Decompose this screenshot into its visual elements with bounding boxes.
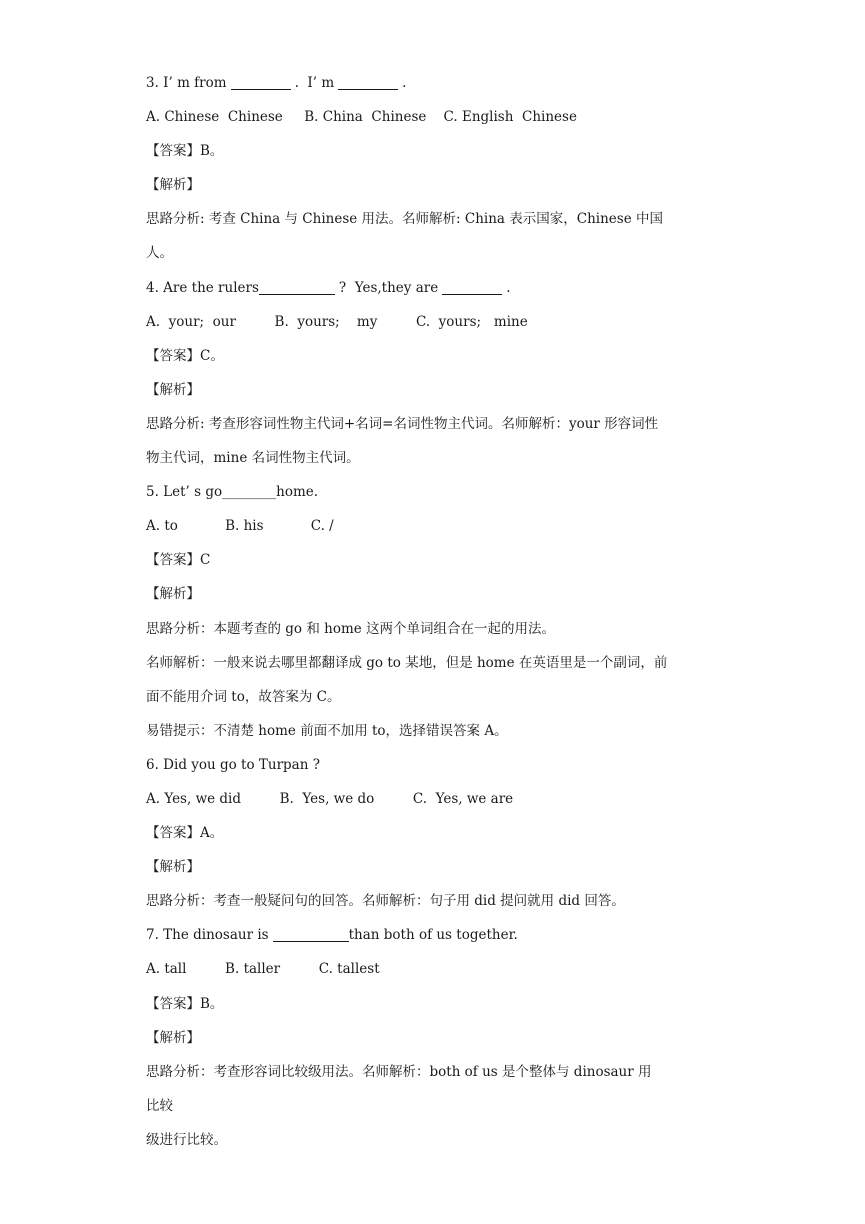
question-7-answer: 【答案】B。: [146, 995, 224, 1012]
question-6-analysis: 思路分析：考查一般疑问句的回答。名师解析：句子用 did 提问就用 did 回答。: [146, 893, 625, 910]
question-7-stem-part: 7. The dinosaur is: [146, 927, 269, 944]
question-4-stem-part: 4. Are the rulers: [146, 279, 259, 296]
document-page: [146, 66, 726, 1157]
question-7-stem: [146, 918, 726, 952]
question-7-analysis: 思路分析：考查形容词比较级用法。名师解析：both of us 是个整体与 dinosaur 用: [146, 1063, 652, 1080]
blank-1: [231, 88, 291, 90]
question-4-analysis: 思路分析: 考查形容词性物主代词+名词=名词性物主代词。名师解析：your 形容词性: [146, 415, 659, 432]
question-3-stem-part: 3. I’ m from: [146, 75, 227, 91]
question-7-options: A. tall B. taller C. tallest: [146, 961, 380, 978]
question-3-options: A. Chinese Chinese B. China Chinese C. English Chinese: [146, 109, 577, 126]
question-4-answer: 【答案】C。: [146, 347, 224, 364]
question-3-stem-part: . I’ m: [294, 75, 335, 91]
blank-1: [273, 940, 349, 942]
blank-2: [338, 88, 398, 90]
question-7-analysis-label: 【解析】: [146, 1029, 200, 1046]
question-6-analysis-label: 【解析】: [146, 859, 200, 876]
question-5-teacher-analysis: 名师解析：一般来说去哪里都翻译成 go to 某地，但是 home 在英语里是一个副词，前: [146, 654, 668, 671]
question-5-analysis: 思路分析：本题考查的 go 和 home 这两个单词组合在一起的用法。: [146, 620, 556, 637]
question-5-teacher-analysis-cont: 面不能用介词 to，故答案为 C。: [146, 688, 341, 705]
question-4-options: A. your; our B. yours; my C. yours; mine: [146, 313, 528, 330]
question-3-analysis: 思路分析: 考查 China 与 Chinese 用法。名师解析: China 表示国家，Chinese 中国: [146, 211, 663, 228]
question-3-stem-end: .: [402, 75, 407, 91]
question-7-analysis-cont: 比较: [146, 1097, 173, 1114]
blank-1: [259, 293, 335, 295]
question-4-analysis-label: 【解析】: [146, 381, 200, 398]
question-5-options: A. to B. his C. /: [146, 518, 334, 535]
question-6-stem: 6. Did you go to Turpan ?: [146, 756, 320, 773]
question-5-answer: 【答案】C: [146, 552, 211, 569]
question-7-analysis-end: 级进行比较。: [146, 1131, 227, 1148]
question-6-answer: 【答案】A。: [146, 825, 224, 842]
question-5-stem: 5. Let’ s go________home.: [146, 484, 319, 501]
question-4-stem: [146, 271, 726, 305]
question-4-stem-end: .: [506, 279, 511, 296]
question-3-analysis-label: 【解析】: [146, 177, 200, 194]
question-7-stem-part: than both of us together.: [348, 927, 518, 944]
blank-2: [442, 293, 502, 295]
question-4-analysis-cont: 物主代词，mine 名词性物主代词。: [146, 450, 360, 467]
question-3-analysis-cont: 人。: [146, 245, 173, 262]
question-5-analysis-label: 【解析】: [146, 586, 200, 603]
question-4-stem-part: ? Yes,they are: [338, 279, 439, 296]
question-3-answer: 【答案】B。: [146, 143, 224, 160]
question-3-stem: [146, 66, 726, 100]
question-5-error-tip: 易错提示：不清楚 home 前面不加用 to，选择错误答案 A。: [146, 722, 508, 739]
question-6-options: A. Yes, we did B. Yes, we do C. Yes, we are: [146, 790, 514, 807]
